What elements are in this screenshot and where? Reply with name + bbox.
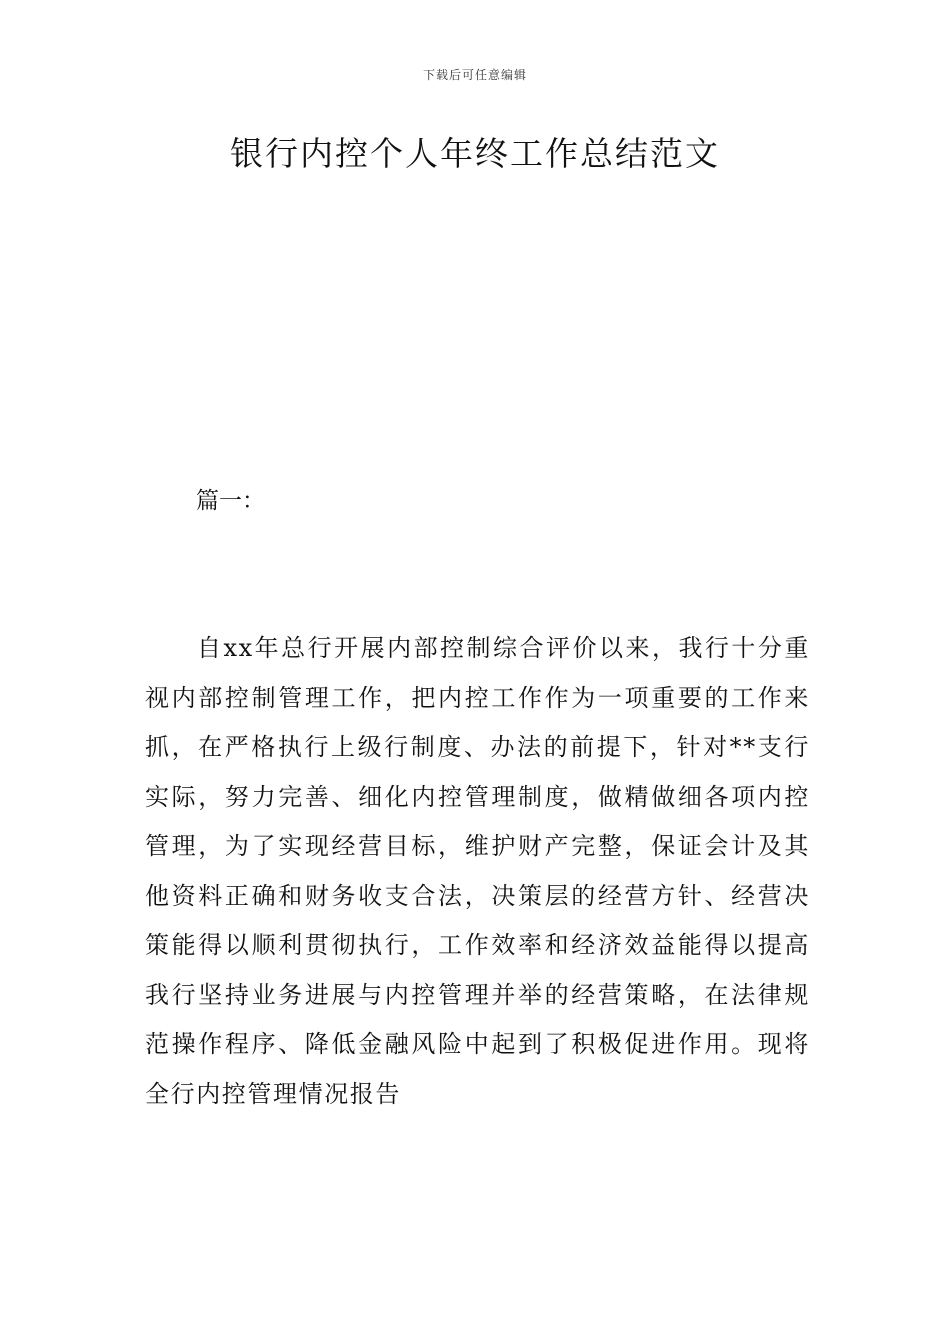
body-paragraph: 自xx年总行开展内部控制综合评价以来，我行十分重视内部控制管理工作，把内控工作作为一项重要的工作来抓，在严格执行上级行制度、办法的前提下，针对**支行实际，努力完善、细化内控管理制度，做精做细各项内控管理，为了实现经营目标，维护财产完整，保证会计及其他资料正确和财务收支合法，决策层的经营方针、经营决策能得以顺利贯彻执行，工作效率和经济效益能得以提高我行坚持业务进展与内控管理并举的经营策略，在法律规范操作程序、降低金融风险中起到了积极促进作用。现将全行内控管理情况报告	[145, 634, 810, 1108]
document-title: 银行内控个人年终工作总结范文	[230, 134, 720, 173]
section-label: 篇一：	[196, 488, 265, 514]
header-note: 下载后可任意编辑	[422, 68, 527, 82]
